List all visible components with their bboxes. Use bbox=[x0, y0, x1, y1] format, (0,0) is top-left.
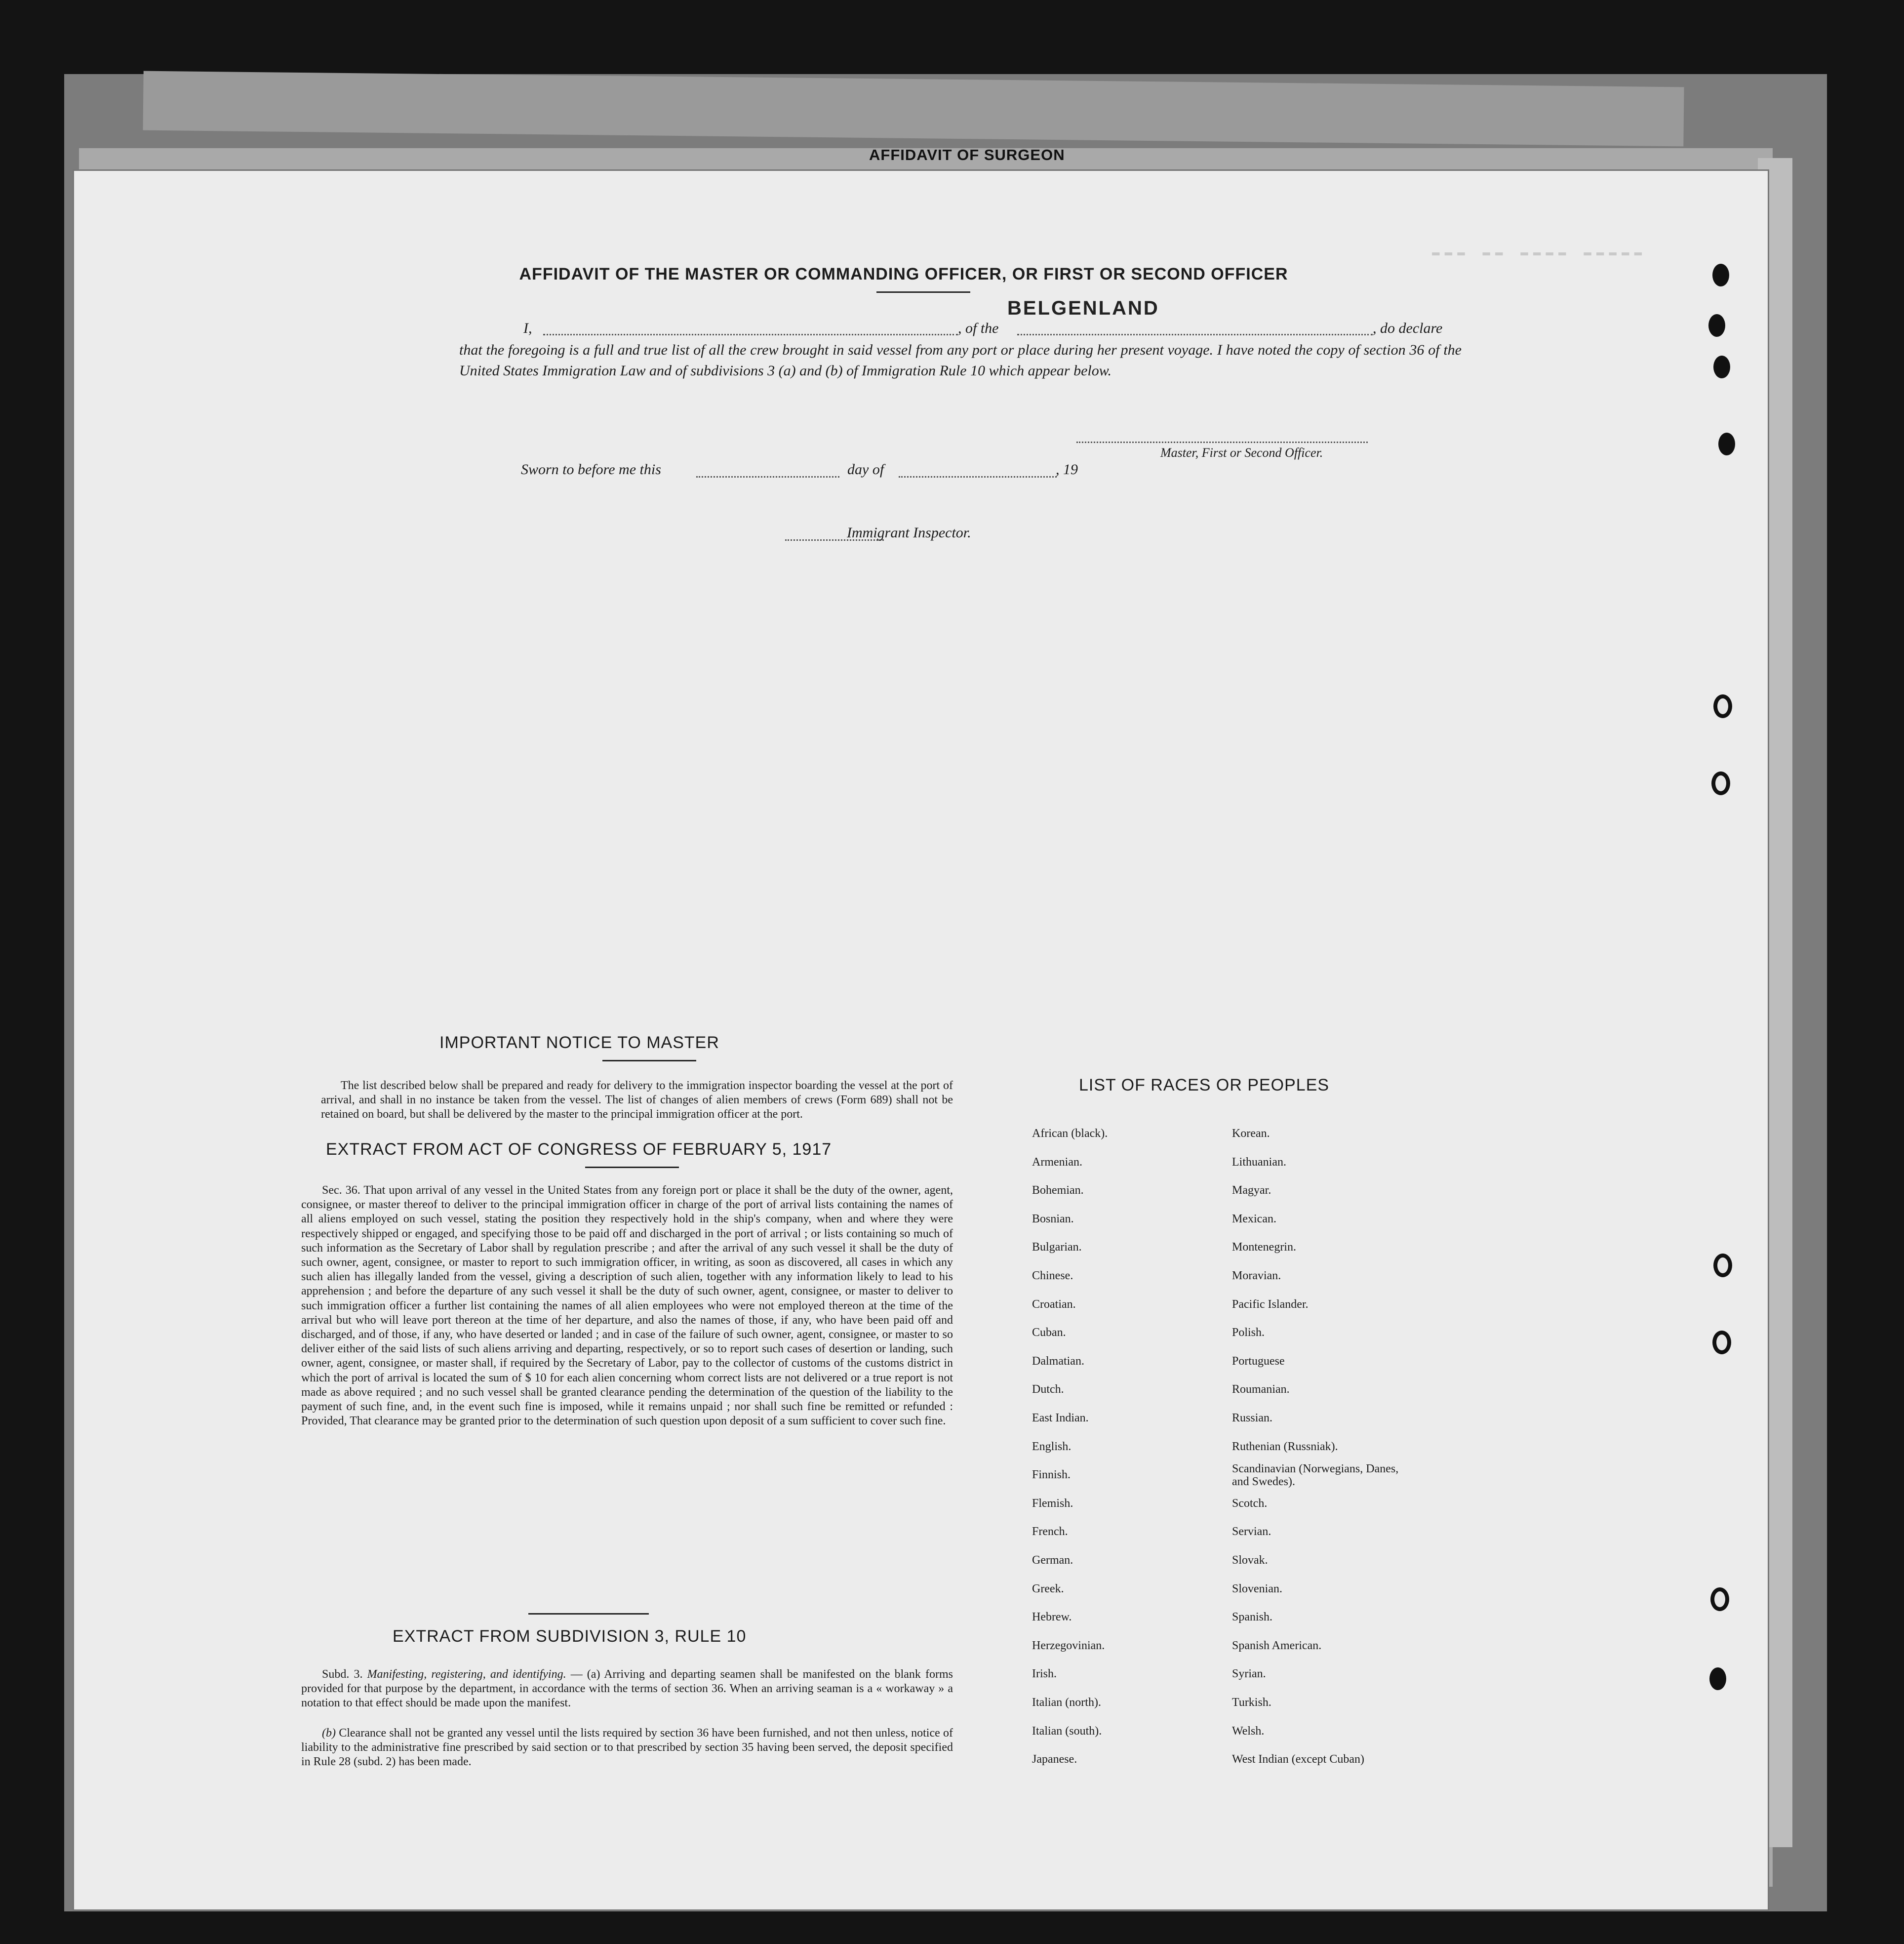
race-item: Pacific Islander. bbox=[1232, 1297, 1309, 1311]
race-item: Welsh. bbox=[1232, 1724, 1265, 1738]
punch-hole bbox=[1711, 771, 1730, 795]
rule-para-a-lead: Subd. 3. bbox=[322, 1668, 363, 1681]
punch-hole bbox=[1713, 356, 1730, 378]
race-item: Lithuanian. bbox=[1232, 1155, 1286, 1169]
race-item: Slovak. bbox=[1232, 1554, 1268, 1567]
race-item: Montenegrin. bbox=[1232, 1241, 1296, 1254]
race-item: Syrian. bbox=[1232, 1667, 1266, 1681]
race-item: German. bbox=[1032, 1554, 1073, 1567]
race-item: Finnish. bbox=[1032, 1468, 1071, 1482]
race-item: Spanish. bbox=[1232, 1611, 1273, 1624]
race-item: Herzegovinian. bbox=[1032, 1639, 1105, 1652]
punch-hole bbox=[1713, 1254, 1732, 1277]
race-item: Russian. bbox=[1232, 1412, 1273, 1424]
race-item: Ruthenian (Russniak). bbox=[1232, 1440, 1338, 1453]
race-item: Scandinavian (Norwegians, Danes, and Swedes). bbox=[1232, 1462, 1399, 1489]
ship-name-stamp: BELGENLAND bbox=[1007, 297, 1159, 319]
race-item: Magyar. bbox=[1232, 1184, 1271, 1197]
race-item: French. bbox=[1032, 1525, 1068, 1539]
race-item: Flemish. bbox=[1032, 1497, 1073, 1510]
rule-separator bbox=[528, 1613, 649, 1615]
affidavit-i: I, bbox=[523, 320, 532, 336]
race-item: Servian. bbox=[1232, 1525, 1271, 1539]
inspector-label: Immigrant Inspector. bbox=[847, 525, 971, 541]
race-item: Dalmatian. bbox=[1032, 1354, 1084, 1368]
race-item: Bosnian. bbox=[1032, 1212, 1074, 1225]
manifest-page bbox=[74, 171, 1768, 1909]
signature-blank bbox=[1076, 442, 1368, 443]
race-item: Greek. bbox=[1032, 1582, 1064, 1595]
year-label: , 19 bbox=[1056, 461, 1078, 478]
signature-label: Master, First or Second Officer. bbox=[1160, 446, 1323, 460]
race-item: Polish. bbox=[1232, 1326, 1265, 1339]
race-item: Moravian. bbox=[1232, 1269, 1281, 1282]
race-item: Croatian. bbox=[1032, 1297, 1076, 1311]
notice-text: The list described below shall be prepared and ready for delivery to the immigration inspector boarding the vessel at the port of arrival, and shall in no instance be taken from the vessel. The list of changes of alien members of crews (Form 689) shall not be retained on board, but shall be delivered by the master to the principal immigration officer at the port. bbox=[321, 1079, 953, 1121]
punch-hole bbox=[1713, 694, 1732, 718]
sworn-day-blank bbox=[696, 476, 839, 478]
rule-para-a-text: — (a) Arriving and departing seamen shall be manifested on the blank forms provided for that purpose by the department, in accordance with the terms of section 36. When an arriving seaman is a « workaway » a notation to that effect should be made upon the manifest. bbox=[301, 1668, 953, 1710]
affidavit-title: AFFIDAVIT OF THE MASTER OR COMMANDING OFFICER, OR FIRST OR SECOND OFFICER bbox=[519, 265, 1288, 284]
punch-hole bbox=[1712, 1331, 1731, 1354]
act-title: EXTRACT FROM ACT OF CONGRESS OF FEBRUARY 5, 1917 bbox=[326, 1140, 832, 1159]
rule-para-a-heading: Manifesting, registering, and identifying. bbox=[367, 1668, 566, 1681]
act-rule bbox=[585, 1167, 679, 1168]
sworn-month-blank bbox=[899, 476, 1057, 478]
race-item: Mexican. bbox=[1232, 1212, 1276, 1225]
race-item: Irish. bbox=[1032, 1667, 1057, 1681]
punch-hole bbox=[1712, 264, 1729, 286]
rule-title: EXTRACT FROM SUBDIVISION 3, RULE 10 bbox=[393, 1627, 747, 1646]
race-item: Italian (south). bbox=[1032, 1724, 1102, 1738]
race-item: Portuguese bbox=[1232, 1354, 1285, 1368]
day-of-label: day of bbox=[847, 461, 884, 478]
bleed-through bbox=[74, 171, 1768, 1909]
affidavit-of-the: , of the bbox=[958, 320, 999, 336]
races-title: LIST OF RACES OR PEOPLES bbox=[1079, 1076, 1330, 1094]
rule-para-b bbox=[301, 1726, 953, 1770]
race-item: West Indian (except Cuban) bbox=[1232, 1753, 1364, 1766]
punch-hole bbox=[1710, 1587, 1729, 1611]
race-item: Spanish American. bbox=[1232, 1639, 1322, 1652]
rule-para-a bbox=[301, 1667, 953, 1711]
title-rule bbox=[876, 291, 970, 293]
race-item: Scotch. bbox=[1232, 1497, 1268, 1510]
affidavit-declare: , do declare bbox=[1373, 320, 1443, 336]
race-item: Japanese. bbox=[1032, 1753, 1077, 1766]
punch-hole bbox=[1708, 314, 1725, 337]
rule-para-b-text: Clearance shall not be granted any vessel until the lists required by section 36 have been furnished, and not then unless, notice of liability to the administrative fine prescribed by said section or to that prescribed by section 35 having been served, the deposit specified in Rule 28 (subd. 2) has been made. bbox=[301, 1727, 953, 1769]
race-item: Chinese. bbox=[1032, 1269, 1073, 1282]
race-item: English. bbox=[1032, 1440, 1071, 1453]
race-item: Bulgarian. bbox=[1032, 1241, 1082, 1254]
bleed-through-heading: ▬▬▬ ▬▬ ▬▬▬▬ ▬▬▬▬▬ bbox=[1432, 245, 1647, 260]
race-item: Turkish. bbox=[1232, 1696, 1271, 1709]
notice-title: IMPORTANT NOTICE TO MASTER bbox=[439, 1033, 719, 1052]
rule-para-b-lead: (b) bbox=[322, 1727, 336, 1740]
race-item: Armenian. bbox=[1032, 1155, 1082, 1169]
punch-hole bbox=[1718, 433, 1735, 455]
act-text: Sec. 36. That upon arrival of any vessel in the United States from any foreign port or place it shall be the duty of the owner, agent, consignee, or master thereof to deliver to the principal immigration officer in charge of the port of arrival lists containing the names of all aliens employed on such vessel, stating the position they respectively hold in the ship's company, when and where they were respectively shipped or engaged, and specifying those to be paid off and discharged in the port of arrival ; or lists containing so much of such information as the Secretary of Labor shall by regulation prescribe ; and after the arrival of any such vessel it shall be the duty of such owner, agent, consignee, or master to report to such immigration officer, in writing, as soon as discovered, all cases in which any such alien has illegally landed from the vessel, giving a description of such alien, together with any information likely to lead to his apprehension ; and before the departure of any such vessel it shall be the duty of such owner, agent, consignee, or master to deliver to such immigration officer a further list containing the names of all alien employees who were not employed thereon at the time of the arrival but who will leave port thereon at the time of her departure, and also the names of those, if any, who have been paid off and discharged, and of those, if any, who have deserted or landed ; and in case of the failure of such owner, agent, consignee, or master to so deliver either of the said lists of such aliens arriving and departing, respectively, or so to report such cases of desertion or landing, such owner, agent, consignee, or master shall, if required by the Secretary of Labor, pay to the collector of customs of the customs district in which the port of arrival is located the sum of $ 10 for each alien concerning whom correct lists are not delivered or a true report is not made as above required ; and no such vessel shall be granted clearance pending the determination of the question of the liability to the payment of such fine, and, in the event such fine is imposed, while it remains unpaid ; nor shall such fine be remitted or refunded : Provided, That clearance may be granted prior to the determination of such question upon deposit of a sum sufficient to cover such fine. bbox=[301, 1184, 953, 1428]
back-sheet-title: AFFIDAVIT OF SURGEON bbox=[869, 146, 1065, 163]
race-item: Korean. bbox=[1232, 1127, 1270, 1140]
race-item: East Indian. bbox=[1032, 1412, 1089, 1424]
race-item: Slovenian. bbox=[1232, 1582, 1282, 1595]
race-item: Italian (north). bbox=[1032, 1696, 1101, 1709]
race-item: Hebrew. bbox=[1032, 1611, 1072, 1624]
race-item: Cuban. bbox=[1032, 1326, 1066, 1339]
affidavit-body: that the foregoing is a full and true list of all the crew brought in said vessel from any port or place during her present voyage. I have noted the copy of section 36 of the United States Immigration Law and of subdivisions 3 (a) and (b) of Immigration Rule 10 which appear below. bbox=[459, 342, 1462, 379]
name-blank bbox=[543, 334, 958, 335]
vessel-blank bbox=[1017, 334, 1373, 335]
race-item: Bohemian. bbox=[1032, 1184, 1084, 1197]
race-item: Dutch. bbox=[1032, 1383, 1064, 1396]
notice-rule bbox=[602, 1060, 696, 1061]
punch-hole bbox=[1709, 1667, 1726, 1690]
sworn-label: Sworn to before me this bbox=[521, 461, 661, 478]
race-item: Roumanian. bbox=[1232, 1383, 1290, 1396]
race-item: African (black). bbox=[1032, 1127, 1108, 1140]
